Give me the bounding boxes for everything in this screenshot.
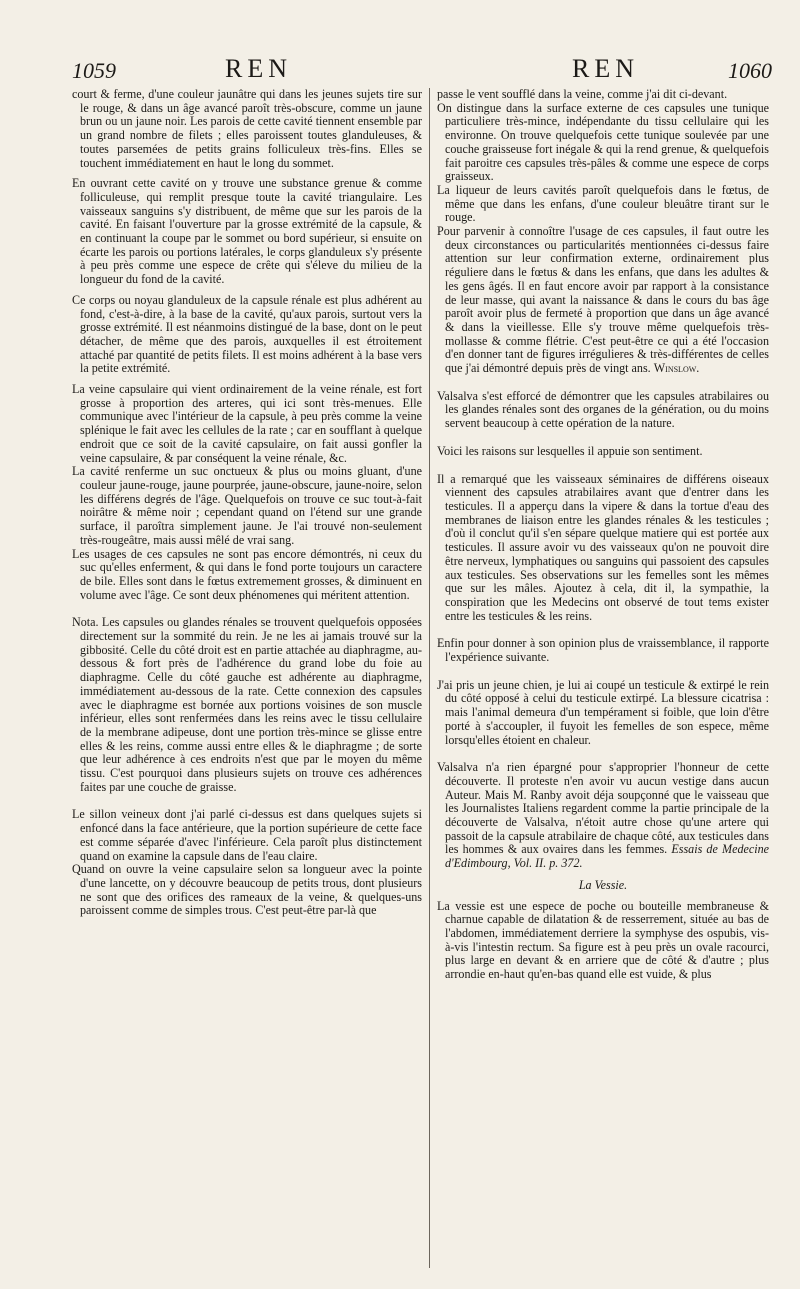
paragraph: Il a remarqué que les vaisseaux séminaires de différens oiseaux viennent des capsules atrabilaires avant que d'entrer dans les testicules. Il a apperçu dans la vipere & dans la tortue d'eau des membranes de liaison entre les glandes rénales & les testicules ; d'où il conclut qu'il s'en sépare quelque matiere qui est portée aux testicules. Il assure avoir vu des vaisseaux qu'on ne pouvoit dire être nerveux, lymphatiques ou sanguins qui passoient des capsules aux testicules. Ses observations sur les femelles sont les mêmes que sur les mâles. Ajoutez à cela, dit il, la sympathie, la conspiration que les Medecins ont observé de tout tems exister entre les testicules & les reins. bbox=[437, 471, 769, 623]
paragraph: J'ai pris un jeune chien, je lui ai coupé un testicule & extirpé le rein du côté opposé à celui du testicule extirpé. La blessure cicatrisa : mais l'animal demeura d'un tempérament si foible, que loin d'être porté à s'accoupler, il fuyoit les femelles de son espece, même lorsqu'elles étoient en chaleur. bbox=[437, 677, 769, 747]
paragraph-text: Valsalva n'a rien épargné pour s'approprier l'honneur de cette découverte. Il proteste n'en avoir vu aucun vestige dans aucun Auteur. Mais M. Ranby avoit déja soupçonné que le vaisseau que les Journalistes Italiens regardent comme la partie principale de la découverte de Valsalva, n'étoit autre chose qu'une artere qui passoit de la capsule atrabilaire de chaque côté, aux testicules dans les hommes & aux ovaires dans les femmes. bbox=[437, 760, 769, 857]
paragraph: Les usages de ces capsules ne sont pas encore démontrés, ni ceux du suc qu'elles enferment, & qui dans le fond porte toujours un caractere de bile. Elles sont dans le fœtus extremement grosses, & diminuent en volume avec l'âge. Ce sont deux phénomenes qui méritent attention. bbox=[72, 546, 422, 602]
paragraph: Quand on ouvre la veine capsulaire selon sa longueur avec la pointe d'une lancette, on y découvre beaucoup de petits trous, dont plusieurs ne sont que des orifices des rameaux de la veine, & quelques-uns paroissent comme de simples trous. C'est peut-être par-là que bbox=[72, 862, 422, 918]
author-signature: Winslow. bbox=[653, 361, 700, 376]
paragraph: Ce corps ou noyau glanduleux de la capsule rénale est plus adhérent au fond, c'est-à-dire, à la base de la cavité, qu'aux parois, surtout vers la grosse extrémité. Il est néanmoins distingué de la base, dont on le peut détacher, de même que des parois, auxquelles il est étroitement attaché par quantité de petits filets. Il est moins adhérent à la base vers la petite extrémité. bbox=[72, 292, 422, 376]
running-header bbox=[0, 52, 800, 88]
left-column bbox=[72, 88, 422, 1278]
paragraph: La veine capsulaire qui vient ordinairement de la veine rénale, est fort grosse à proportion des arteres, qui ici sont très-menues. Elle communique avec l'intérieur de la capsule, à peu près comme la veine splénique le fait avec les cellules de la rate ; car en soufflant à quelque endroit que ce soit de la cavité capsulaire, on fait aussi gonfler la veine capsulaire, & par conséquent la veine rénale, &c. bbox=[72, 382, 422, 465]
page-number-left: 1059 bbox=[72, 58, 116, 83]
paragraph: On distingue dans la surface externe de ces capsules une tunique particuliere très-mince, indépendante du tissu cellulaire qui les environne. On trouve quelquefois cette tunique soulevée par une couche graisseuse fort inégale & qui la rend grenue, & quelquefois fait paroitre ces capsules très-pâles & comme une espece de corps graisseux. bbox=[437, 100, 769, 184]
nota-paragraph: Nota. Les capsules ou glandes rénales se trouvent quelquefois opposées directement sur la sommité du rein. Je ne les ai jamais trouvé sur la gibbosité. Celle du côté droit est en partie attachée au diaphragme, au-dessous & fort près de l'adhérence du grand lobe du foie au diaphragme. Celle du côté gauche est adhérente au diaphragme, immédiatement au-dessous de la rate. Cette connexion des capsules avec le diaphragme est bornée aux portions voisines de son muscle inférieur, elles sont renfermées dans les reins avec le tissu cellulaire de la membrane adipeuse, dont une portion très-mince se glisse entre elles & les reins, comme aussi entre elles & le diaphragme ; de sorte que leur adhérence à ces endroits n'est que par le moyen du même tissu. C'est pourquoi dans plusieurs sujets on trouve ces adhérences faites par une couche de graisse. bbox=[72, 615, 422, 794]
paragraph: court & ferme, d'une couleur jaunâtre qui dans les jeunes sujets tire sur le rouge, & dans un âge avancé paroît très-obscure, comme un jaune brun ou un jaune noir. Les parois de cette cavité tiennent ensemble par un grand nombre de filets ; elles paroissent toutes glanduleuses, & toutes parsemées de petits grains folliculeux très-fins. Elles se touchent immédiatement en haut le long du sommet. bbox=[72, 88, 422, 170]
paragraph: La liqueur de leurs cavités paroît quelquefois dans le fœtus, de même que dans les enfans, d'une couleur bleuâtre tirant sur le rouge. bbox=[437, 182, 769, 225]
right-column bbox=[437, 88, 769, 1278]
paragraph bbox=[437, 225, 769, 376]
paragraph: La cavité renferme un suc onctueux & plus ou moins gluant, d'une couleur jaune-rouge, jaune pourprée, jaune-obscure, jaune-noire, selon les différens degrés de l'âge. Quelquefois on trouve ce suc tout-à-fait noirâtre & même noir ; cependant quand on l'étend sur une grande surface, il paroîtra simplement jaune. Je l'ai trouvé non-seulement très-rougeâtre, mais aussi mêlé de vrai sang. bbox=[72, 464, 422, 547]
paragraph bbox=[437, 761, 769, 871]
header-word-right: REN bbox=[572, 54, 639, 83]
paragraph: Voici les raisons sur lesquelles il appuie son sentiment. bbox=[437, 443, 703, 458]
paragraph: Valsalva s'est efforcé de démontrer que les capsules atrabilaires ou les glandes rénales sont des organes de la génération, ou du moins servent beaucoup à cette opération de la nature. bbox=[437, 388, 769, 431]
header-word-left: REN bbox=[225, 54, 292, 83]
page-number-right: 1060 bbox=[728, 58, 772, 83]
paragraph: La vessie est une espece de poche ou bouteille membraneuse & charnue capable de dilatation & de resserrement, située au bas de l'abdomen, immédiatement derriere la symphyse des ospubis, vis-à-vis l'intestin rectum. Sa figure est à peu près un ovale racourci, plus large en devant & en arriere que de côté & d'autre ; plus arrondie en-haut qu'en-bas quand elle est vuide, & plus bbox=[437, 898, 769, 982]
paragraph: Le sillon veineux dont j'ai parlé ci-dessus est dans quelques sujets si enfoncé dans la face antérieure, que la portion supérieure de cette face est comme séparée d'avec l'inférieure. Cela paroît plus distinctement quand on examine la capsule dans de l'eau claire. bbox=[72, 807, 422, 863]
paragraph: passe le vent soufflé dans la veine, comme j'ai dit ci-devant. bbox=[437, 88, 728, 101]
paragraph-text: Pour parvenir à connoître l'usage de ces capsules, il faut outre les deux circonstances ou particularités mentionnées ci-dessus faire attention sur leur confirmation externe, ordinairement plus réguliere dans le fœtus & dans les enfans, que dans les adultes & les gens âgés. Il en faut encore avoir par rapport à la consistance de leur masse, qui avant la naissance & dans le cours du bas âge paroît avoir plus de fermeté à proportion que dans un âge avancé & dans la vieillesse. Elle s'y trouve même quelquefois très-mollasse & comme flétrie. C'est peut-être ce qui a été l'occasion d'en donner tant de figures irrégulieres & très-différentes de celles que j'ai démontré depuis près de vingt ans. bbox=[437, 224, 769, 376]
paragraph: En ouvrant cette cavité on y trouve une substance grenue & comme folliculeuse, qui remplit presque toute la cavité triangulaire. Les vaisseaux sanguins s'y distribuent, de même que sur les parois de la cavité. En faisant l'ouverture par la grosse extrémité de la capsule, & en continuant la coupe par le sommet ou bord supérieur, si ensuite on écarte les parois ou portions latérales, le corps glanduleux s'y présente à peu près comme une espece de crête qui s'éleve du milieu de la longueur du fond de la cavité. bbox=[72, 176, 422, 287]
column-divider bbox=[429, 88, 430, 1268]
citation: Essais de Medecine d'Edimbourg, Vol. II. p. 372. bbox=[445, 842, 769, 871]
section-heading: La Vessie. bbox=[578, 877, 628, 892]
paragraph: Enfin pour donner à son opinion plus de vraissemblance, il rapporte l'expérience suivante. bbox=[437, 636, 769, 665]
